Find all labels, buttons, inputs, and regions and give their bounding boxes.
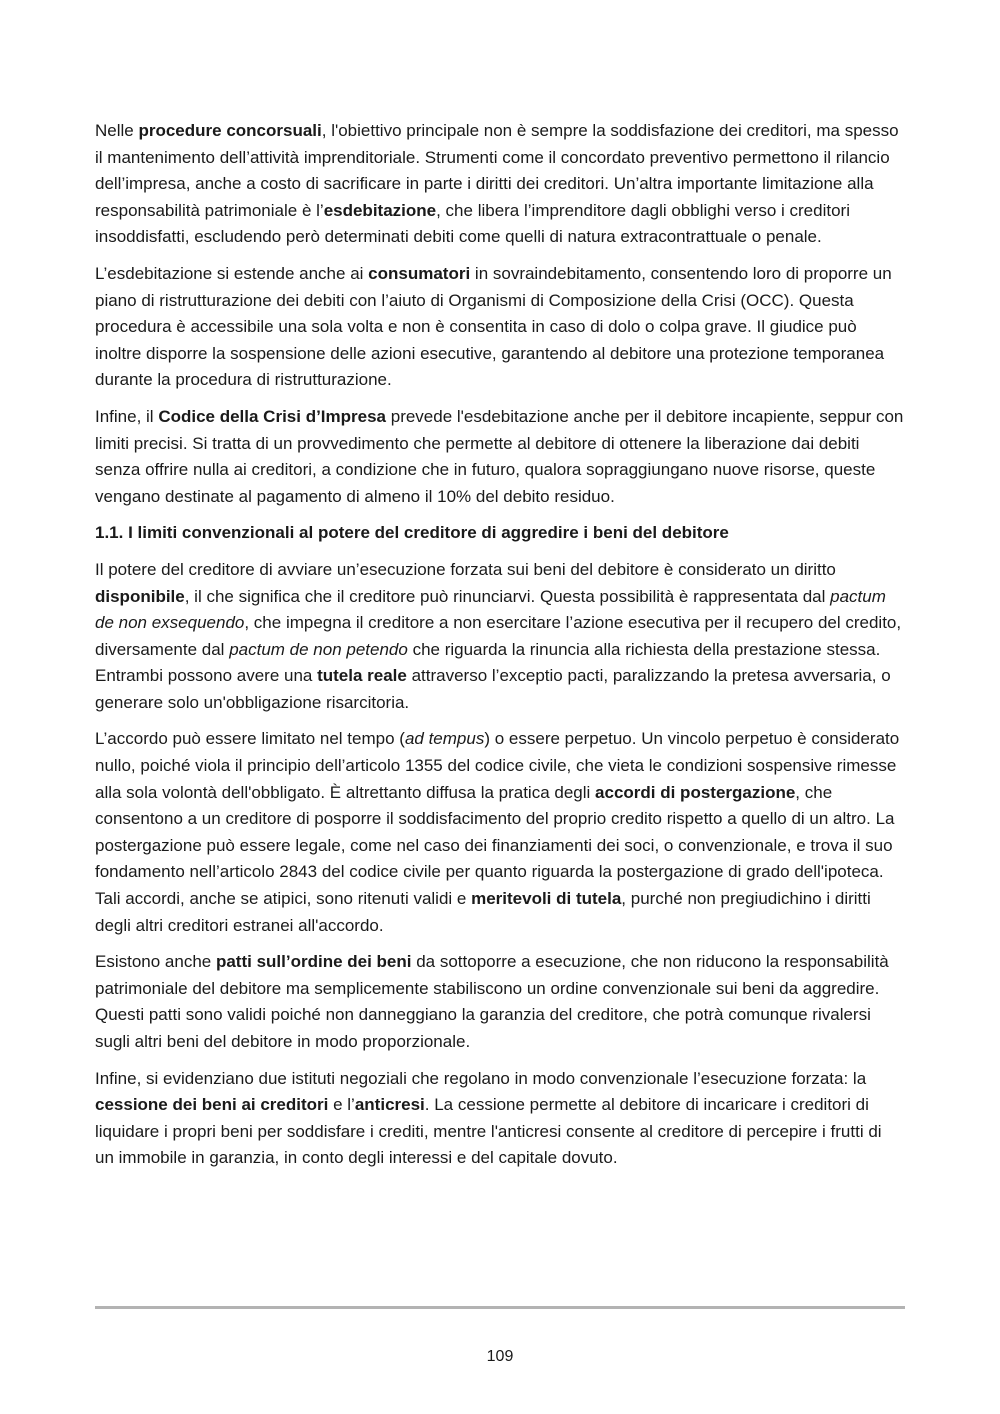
text-segment: , l'obiettivo principale non è sempre la soddisfazione dei creditori, ma spesso il mantenimento dell’attività imprenditoriale. Strumenti come il concordato preventivo permettono il rilancio dell’impresa, anche a costo di sacrificare in parte i diritti dei creditori. Un’altra importante limitazione alla responsabilità patrimoniale è l’ [95, 121, 899, 220]
bold-term: patti sull’ordine dei beni [215, 952, 412, 972]
text-segment: Esistono anche [95, 952, 216, 972]
text-segment: , il che significa che il creditore può rinunciarvi. Questa possibilità è rappresentata dal [184, 586, 831, 606]
italic-term: pactum de non petendo [229, 639, 408, 659]
bold-term: anticresi [354, 1095, 425, 1115]
text-segment: Il potere del creditore di avviare un’esecuzione forzata sui beni del debitore è considerato un diritto [95, 559, 836, 579]
text-segment: da sottoporre a esecuzione, che non riducono la responsabilità patrimoniale del debitore ma semplicemente stabiliscono un ordine convenzionale sui beni da aggredire. Questi patti sono validi poiché non danneggiano la garanzia del creditore, che potrà comunque rivalersi sugli altri beni del debitore in modo proporzionale. [95, 952, 889, 1051]
text-segment: attraverso l’exceptio pacti, paralizzando la pretesa avversaria, o generare solo un'obbligazione risarcitoria. [95, 666, 891, 712]
body-paragraph [95, 118, 905, 251]
bold-term: cessione dei beni ai creditori [95, 1095, 329, 1115]
text-segment: Infine, il [95, 406, 159, 426]
page-number: 109 [486, 1348, 514, 1365]
text-segment: 1.1. I limiti convenzionali al potere del creditore di aggredire i beni del debitore [95, 523, 729, 543]
text-segment: che riguarda la rinuncia alla richiesta della prestazione stessa. Entrambi possono avere una [95, 639, 881, 686]
text-segment: , che libera l’imprenditore dagli obblighi verso i creditori insoddisfatti, escludendo però determinati debiti come quelli di natura extracontrattuale o penale. [95, 200, 850, 247]
bold-term: esdebitazione [323, 200, 437, 220]
body-paragraph [95, 726, 905, 939]
section-heading [95, 520, 905, 547]
body-paragraph [95, 949, 905, 1055]
bold-term: disponibile [95, 586, 185, 606]
bold-term: meritevoli di tutela [471, 889, 622, 909]
text-segment: ) o essere perpetuo. Un vincolo perpetuo è considerato nullo, poiché viola il principio dell’articolo 1355 del codice civile, che vieta le condizioni sospensive rimesse alla sola volontà dell'obbligato. È altrettanto diffusa la pratica degli [95, 729, 900, 802]
bold-term: tutela reale [317, 666, 407, 686]
text-segment: L’accordo può essere limitato nel tempo ( [95, 729, 405, 749]
bold-term: procedure concorsuali [138, 121, 322, 140]
text-segment: Nelle [95, 121, 139, 140]
text-segment: , purché non pregiudichino i diritti degli altri creditori estranei all'accordo. [95, 889, 871, 935]
text-segment: L’esdebitazione si estende anche ai [95, 263, 369, 283]
body-paragraph [95, 404, 905, 510]
italic-term: pactum de non exsequendo [95, 586, 886, 633]
text-segment: , che impegna il creditore a non esercitare l’azione esecutiva per il recupero del credito, diversamente dal [95, 613, 902, 659]
text-segment: prevede l'esdebitazione anche per il debitore incapiente, seppur con limiti precisi. Si tratta di un provvedimento che permette al debitore di ottenere la liberazione dai debiti senza offrire nulla ai creditori, a condizione che in futuro, qualora sopraggiungano nuove risorse, queste vengano destinate al pagamento di almeno il 10% del debito residuo. [95, 406, 904, 506]
bold-term: Codice della Crisi d’Impresa [158, 406, 387, 426]
bold-term: consumatori [368, 263, 471, 283]
text-segment: . La cessione permette al debitore di incaricare i creditori di liquidare i propri beni per soddisfare i crediti, mentre l'anticresi consente al creditore di percepire i frutti di un immobile in garanzia, in conto degli interessi e del capitale dovuto. [95, 1095, 882, 1168]
text-segment: Infine, si evidenziano due istituti negoziali che regolano in modo convenzionale l’esecuzione forzata: la [95, 1068, 867, 1088]
bold-term: accordi di postergazione [595, 782, 796, 802]
text-segment: e l’ [328, 1095, 355, 1115]
body-paragraph [95, 557, 905, 717]
italic-term: ad tempus [404, 729, 485, 749]
footer-divider [95, 1306, 905, 1309]
body-paragraph [95, 1066, 905, 1172]
text-segment: in sovraindebitamento, consentendo loro di proporre un piano di ristrutturazione dei debiti con l’aiuto di Organismi di Composizione della Crisi (OCC). Questa procedura è accessibile una sola volta e non è consentita in caso di dolo o colpa grave. Il giudice può inoltre disporre la sospensione delle azioni esecutive, garantendo al debitore una protezione temporanea durante la procedura di ristrutturazione. [95, 263, 892, 390]
body-paragraph [95, 261, 905, 394]
page-body [95, 118, 905, 1182]
text-segment: , che consentono a un creditore di posporre il soddisfacimento del proprio credito rispetto a quello di un altro. La postergazione può essere legale, come nel caso dei finanziamenti dei soci, o convenzionale, e trova il suo fondamento nell’articolo 2843 del codice civile per quanto riguarda la postergazione di grado dell'ipoteca. Tali accordi, anche se atipici, sono ritenuti validi e [95, 782, 895, 909]
